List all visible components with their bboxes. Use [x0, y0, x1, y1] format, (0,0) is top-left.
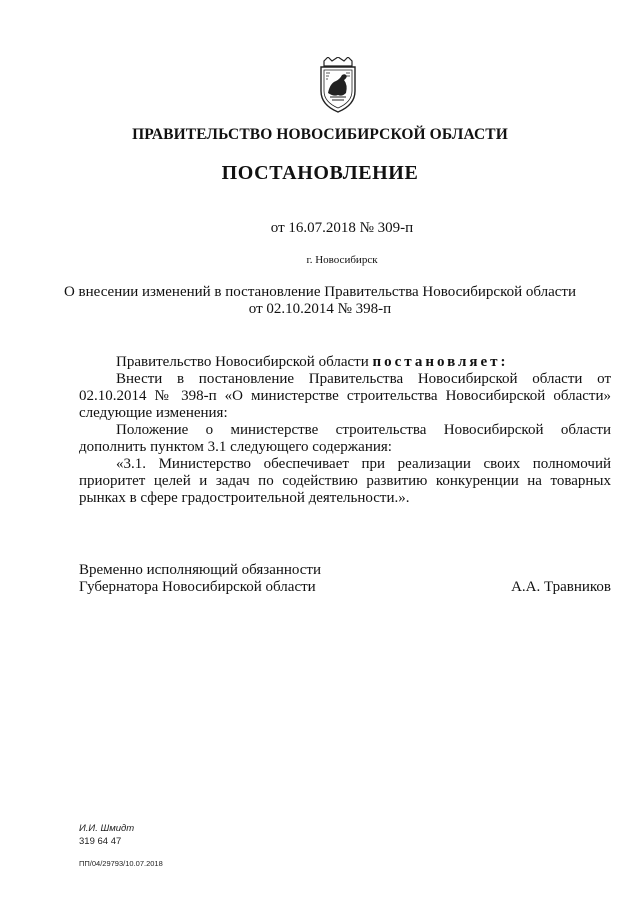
signature-block — [79, 562, 611, 596]
signatory-position-line-1: Временно исполняющий обязанности — [79, 562, 322, 578]
decision-keyword: постановляет: — [372, 354, 509, 370]
signatory-name: А.А. Травников — [511, 579, 611, 595]
signatory-position-line-2: Губернатора Новосибирской области — [79, 579, 316, 595]
document-city: г. Новосибирск — [306, 254, 378, 266]
document-date-number: от 16.07.2018 № 309-п — [270, 220, 414, 236]
government-title: ПРАВИТЕЛЬСТВО НОВОСИБИРСКОЙ ОБЛАСТИ — [132, 126, 508, 143]
subject-line-1: О внесении изменений в постановление Правительства Новосибирской области — [63, 284, 577, 300]
document-type-title: ПОСТАНОВЛЕНИЕ — [221, 162, 419, 184]
body-paragraph-3: «3.1. Министерство обеспечивает при реализации своих полномочий приоритет целей и задач по содействию развитию конкуренции на товарных рынках в сфере градостроительной деятельности.». — [79, 456, 611, 506]
document-body — [79, 354, 611, 507]
document-code: ПП/04/29793/10.07.2018 — [79, 859, 163, 868]
subject-line-2: от 02.10.2014 № 398-п — [248, 301, 392, 317]
signature-row — [79, 579, 611, 596]
executor-phone: 319 64 47 — [79, 836, 122, 847]
intro-text: Правительство Новосибирской области — [116, 354, 373, 370]
body-intro — [79, 354, 611, 371]
body-paragraph-1: Внести в постановление Правительства Новосибирской области от 02.10.2014 № 398-п «О министерстве строительства Новосибирской области» следующие изменения: — [79, 371, 611, 421]
body-paragraph-2: Положение о министерстве строительства Новосибирской области дополнить пунктом 3.1 следующего содержания: — [79, 422, 611, 455]
executor-name: И.И. Шмидт — [79, 823, 135, 834]
document-subject — [0, 284, 640, 318]
coat-of-arms-icon — [316, 57, 360, 113]
